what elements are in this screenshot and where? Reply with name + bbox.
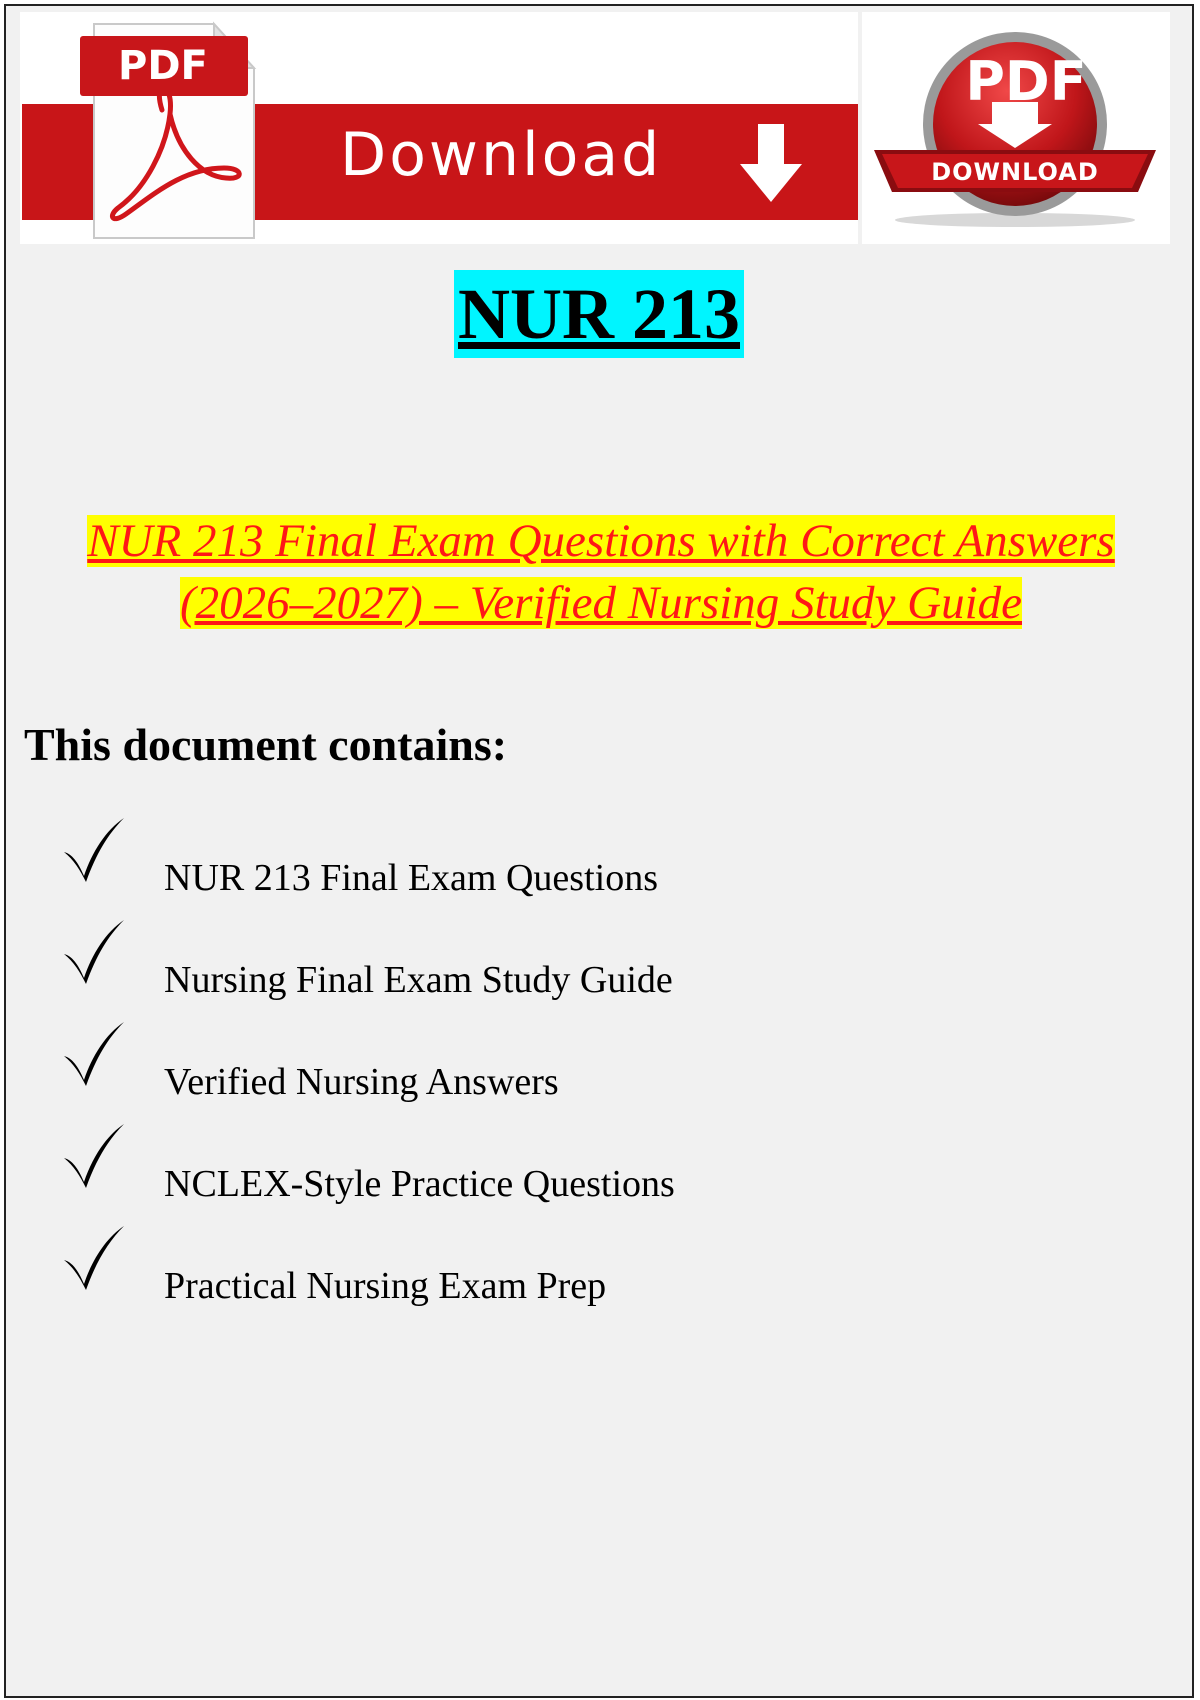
pdf-tag: PDF: [80, 36, 248, 96]
badge-download-label: DOWNLOAD: [931, 158, 1099, 186]
contents-heading: This document contains:: [24, 719, 508, 770]
download-banner[interactable]: [20, 12, 1170, 244]
pdf-download-badge[interactable]: [862, 12, 1170, 244]
contents-list: [58, 812, 858, 1322]
list-item-text: NUR 213 Final Exam Questions: [164, 857, 658, 899]
list-item-text: NCLEX-Style Practice Questions: [164, 1163, 675, 1205]
list-item-text: Verified Nursing Answers: [164, 1061, 559, 1103]
list-item: [58, 1220, 858, 1322]
document-page: [4, 4, 1194, 1698]
pdf-file-icon[interactable]: [74, 18, 262, 244]
document-subtitle-text: NUR 213 Final Exam Questions with Correct Answers (2026–2027) – Verified Nursing Study Guide: [87, 515, 1115, 629]
course-title-text: NUR 213: [454, 270, 744, 358]
checkmark-icon: [62, 918, 126, 988]
list-item: [58, 1016, 858, 1118]
list-item-text: Practical Nursing Exam Prep: [164, 1265, 607, 1307]
course-title: [6, 270, 1192, 358]
badge-pdf-label: PDF: [965, 50, 1087, 113]
document-subtitle: [66, 510, 1136, 634]
list-item: [58, 1118, 858, 1220]
list-item: [58, 812, 858, 914]
checkmark-icon: [62, 1020, 126, 1090]
list-item-text: Nursing Final Exam Study Guide: [164, 959, 673, 1001]
checkmark-icon: [62, 1122, 126, 1192]
download-banner-left[interactable]: [20, 12, 858, 244]
list-item: [58, 914, 858, 1016]
download-label[interactable]: Download: [340, 120, 663, 190]
checkmark-icon: [62, 816, 126, 886]
checkmark-icon: [62, 1224, 126, 1294]
download-arrow-icon[interactable]: [736, 124, 806, 204]
